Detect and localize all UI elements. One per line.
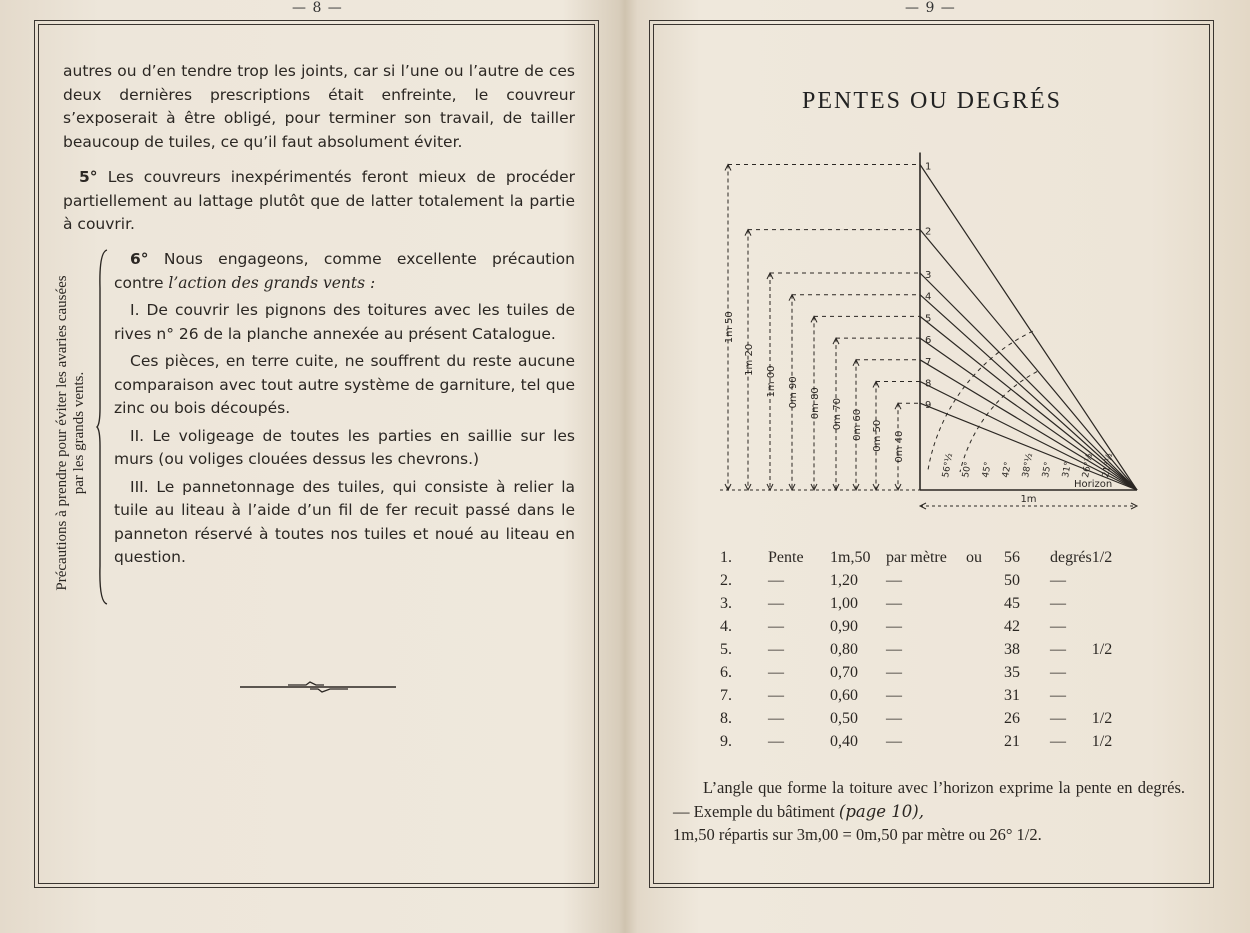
- angle-label: 21°½: [1101, 452, 1116, 479]
- table-cell-a: —: [768, 641, 784, 658]
- table-cell-c: —: [886, 687, 902, 704]
- angle-label: 26°½: [1081, 452, 1096, 479]
- table-row: [720, 592, 1112, 615]
- table-cell-b: 1,00: [830, 595, 858, 612]
- table-row: [720, 730, 1112, 753]
- table-cell-a: —: [768, 710, 784, 727]
- slope-table: [720, 546, 1112, 753]
- base-label: 1m: [1020, 494, 1037, 505]
- angle-label: 42°: [1001, 461, 1014, 479]
- table-cell-c: —: [886, 641, 902, 658]
- table-cell-d: [966, 569, 1004, 592]
- table-cell-f: —: [1050, 733, 1066, 750]
- left-text-top: [63, 60, 575, 237]
- height-label: 0m 90: [788, 376, 799, 409]
- table-cell-b: 0,80: [830, 641, 858, 658]
- line-number-label: 2: [925, 226, 932, 238]
- height-label: 0m 80: [810, 387, 821, 420]
- table-cell-g: 1/2: [1091, 549, 1113, 566]
- angle-label: 56°½: [941, 452, 956, 479]
- table-cell-f: —: [1050, 572, 1066, 589]
- left-page-number: — 8 —: [292, 0, 343, 16]
- side-note-line-1: Précautions à prendre pour éviter les avaries causées: [54, 275, 70, 591]
- angle-label: 50°: [961, 461, 974, 479]
- angle-arc: [928, 331, 1033, 470]
- table-cell-f: —: [1050, 710, 1066, 727]
- table-cell-b: 1,20: [830, 572, 858, 589]
- height-label: 0m 60: [852, 408, 863, 441]
- table-row: [720, 615, 1112, 638]
- table-cell-c: —: [886, 710, 902, 727]
- table-cell-a: —: [768, 733, 784, 750]
- table-row: [720, 569, 1112, 592]
- line-number-label: 6: [925, 335, 932, 347]
- arrow-icon: [895, 484, 901, 490]
- slope-line: [920, 165, 1137, 491]
- table-cell-a: —: [768, 618, 784, 635]
- height-label: 0m 50: [872, 419, 883, 452]
- table-cell-c: —: [886, 618, 902, 635]
- angle-label: 45°: [981, 461, 994, 479]
- line-number-label: 1: [925, 161, 932, 173]
- angle-label: 38°½: [1021, 452, 1036, 479]
- table-cell-f: —: [1050, 595, 1066, 612]
- table-cell-g: 1/2: [1091, 710, 1113, 727]
- slope-line: [920, 230, 1137, 490]
- table-cell-a: —: [768, 687, 784, 704]
- paragraph-6: 6° Nous engageons, comme excellente précaution contre l’action des grands vents :: [114, 250, 575, 292]
- table-cell-f: —: [1050, 641, 1066, 658]
- height-label: 1m 00: [766, 365, 777, 398]
- line-number-label: 4: [925, 291, 932, 303]
- right-page-number: — 9 —: [905, 0, 956, 16]
- table-cell-b: 1m,50: [830, 549, 871, 566]
- line-number-label: 8: [925, 378, 932, 390]
- table-cell-b: 0,90: [830, 618, 858, 635]
- table-cell-idx: 1.: [720, 549, 732, 566]
- table-cell-c: par mètre: [886, 549, 947, 566]
- table-cell-c: —: [886, 733, 902, 750]
- table-cell-idx: 8.: [720, 710, 732, 727]
- table-cell-idx: 2.: [720, 572, 732, 589]
- paragraph-5: 5° Les couvreurs inexpérimentés feront mieux de procéder partiellement au lattage plutôt que de latter totalement la partie à couvrir.: [63, 168, 575, 233]
- table-cell-d: [966, 638, 1004, 661]
- table-row: [720, 684, 1112, 707]
- table-cell-e: 42: [1004, 618, 1020, 635]
- table-cell-d: [966, 661, 1004, 684]
- table-cell-g: [1092, 615, 1112, 638]
- line-number-label: 7: [925, 356, 932, 368]
- table-cell-e: 50: [1004, 572, 1020, 589]
- table-cell-c: —: [886, 572, 902, 589]
- precaution-item-3: III. Le pannetonnage des tuiles, qui consiste à relier la tuile au liteau à l’aide d’un fil de fer recuit passé dans le panneton réservé à toutes nos tuiles et noué au liteau en question.: [114, 477, 575, 566]
- table-cell-g: 1/2: [1091, 641, 1113, 658]
- line-number-label: 3: [925, 270, 932, 281]
- ornament-divider-icon: [240, 680, 396, 694]
- table-cell-g: [1092, 684, 1112, 707]
- slope-diagram: [712, 150, 1152, 525]
- brace-icon: [96, 248, 110, 606]
- table-cell-d: [966, 592, 1004, 615]
- height-label: 1m 20: [744, 343, 755, 376]
- explanation-line-2: 1m,50 répartis sur 3m,00 = 0m,50 par mètre ou 26° 1/2.: [673, 825, 1042, 844]
- table-cell-f: degrés: [1050, 549, 1092, 566]
- table-cell-g: [1092, 661, 1112, 684]
- table-cell-a: —: [768, 664, 784, 681]
- table-cell-idx: 6.: [720, 664, 732, 681]
- angle-label: 35°: [1041, 461, 1054, 479]
- left-text-precautions: [114, 248, 575, 570]
- table-cell-b: 0,40: [830, 733, 858, 750]
- horizon-label: Horizon: [1074, 479, 1113, 490]
- table-cell-e: 35: [1004, 664, 1020, 681]
- table-cell-g: 1/2: [1091, 733, 1113, 750]
- table-cell-a: Pente: [768, 549, 804, 566]
- table-cell-a: —: [768, 572, 784, 589]
- table-cell-f: —: [1050, 687, 1066, 704]
- table-cell-idx: 9.: [720, 733, 732, 750]
- table-row: [720, 661, 1112, 684]
- table-cell-idx: 5.: [720, 641, 732, 658]
- explanation-line-1: L’angle que forme la toiture avec l’horizon exprime la pente en degrés. — Exemple du bâtiment: [673, 778, 1185, 821]
- explanation-text: [673, 776, 1185, 847]
- table-cell-b: 0,60: [830, 687, 858, 704]
- angle-label: 31°: [1061, 461, 1074, 479]
- table-row: [720, 546, 1112, 569]
- table-cell-a: —: [768, 595, 784, 612]
- precaution-item-2: II. Le voligeage de toutes les parties en saillie sur les murs (ou voliges clouées dessus les chevrons.): [114, 426, 575, 468]
- table-cell-d: [966, 707, 1004, 730]
- table-cell-b: 0,50: [830, 710, 858, 727]
- table-cell-b: 0,70: [830, 664, 858, 681]
- table-cell-f: —: [1050, 618, 1066, 635]
- table-cell-d: ou: [966, 549, 982, 566]
- table-cell-idx: 3.: [720, 595, 732, 612]
- table-cell-f: —: [1050, 664, 1066, 681]
- table-cell-e: 38: [1004, 641, 1020, 658]
- table-cell-d: [966, 615, 1004, 638]
- table-cell-g: [1092, 569, 1112, 592]
- table-cell-c: —: [886, 664, 902, 681]
- table-cell-idx: 4.: [720, 618, 732, 635]
- table-row: [720, 638, 1112, 661]
- precaution-item-1: I. De couvrir les pignons des toitures avec les tuiles de rives n° 26 de la planche annexée au présent Catalogue.: [114, 301, 575, 343]
- table-cell-e: 26: [1004, 710, 1020, 727]
- height-label: 0m 40: [894, 430, 905, 463]
- table-cell-c: —: [886, 595, 902, 612]
- table-cell-g: [1092, 592, 1112, 615]
- line-number-label: 5: [925, 313, 932, 325]
- table-cell-e: 56: [1004, 549, 1020, 566]
- explanation-page-ref: (page 10),: [838, 801, 924, 821]
- line-number-label: 9: [925, 400, 932, 412]
- height-label: 1m 50: [724, 311, 735, 344]
- table-cell-idx: 7.: [720, 687, 732, 704]
- table-cell-e: 21: [1004, 733, 1020, 750]
- table-cell-d: [966, 730, 1004, 753]
- table-cell-e: 45: [1004, 595, 1020, 612]
- paragraph-continuation: autres ou d’en tendre trop les joints, car si l’une ou l’autre de ces deux dernières prescriptions était enfreinte, le couvreur s’exposerait à être obligé, pour terminer son travail, de tailler beaucoup de tuiles, ce qu’il faut absolument éviter.: [63, 62, 575, 151]
- height-label: 0m 70: [832, 398, 843, 431]
- page-title: PENTES OU DEGRÉS: [801, 88, 1062, 114]
- table-cell-d: [966, 684, 1004, 707]
- side-note-line-2: par les grands vents.: [71, 371, 87, 495]
- table-row: [720, 707, 1112, 730]
- precaution-item-1-note: Ces pièces, en terre cuite, ne souffrent du reste aucune comparaison avec tout autre système de garniture, tel que zinc ou bois découpés.: [114, 352, 575, 417]
- table-cell-e: 31: [1004, 687, 1020, 704]
